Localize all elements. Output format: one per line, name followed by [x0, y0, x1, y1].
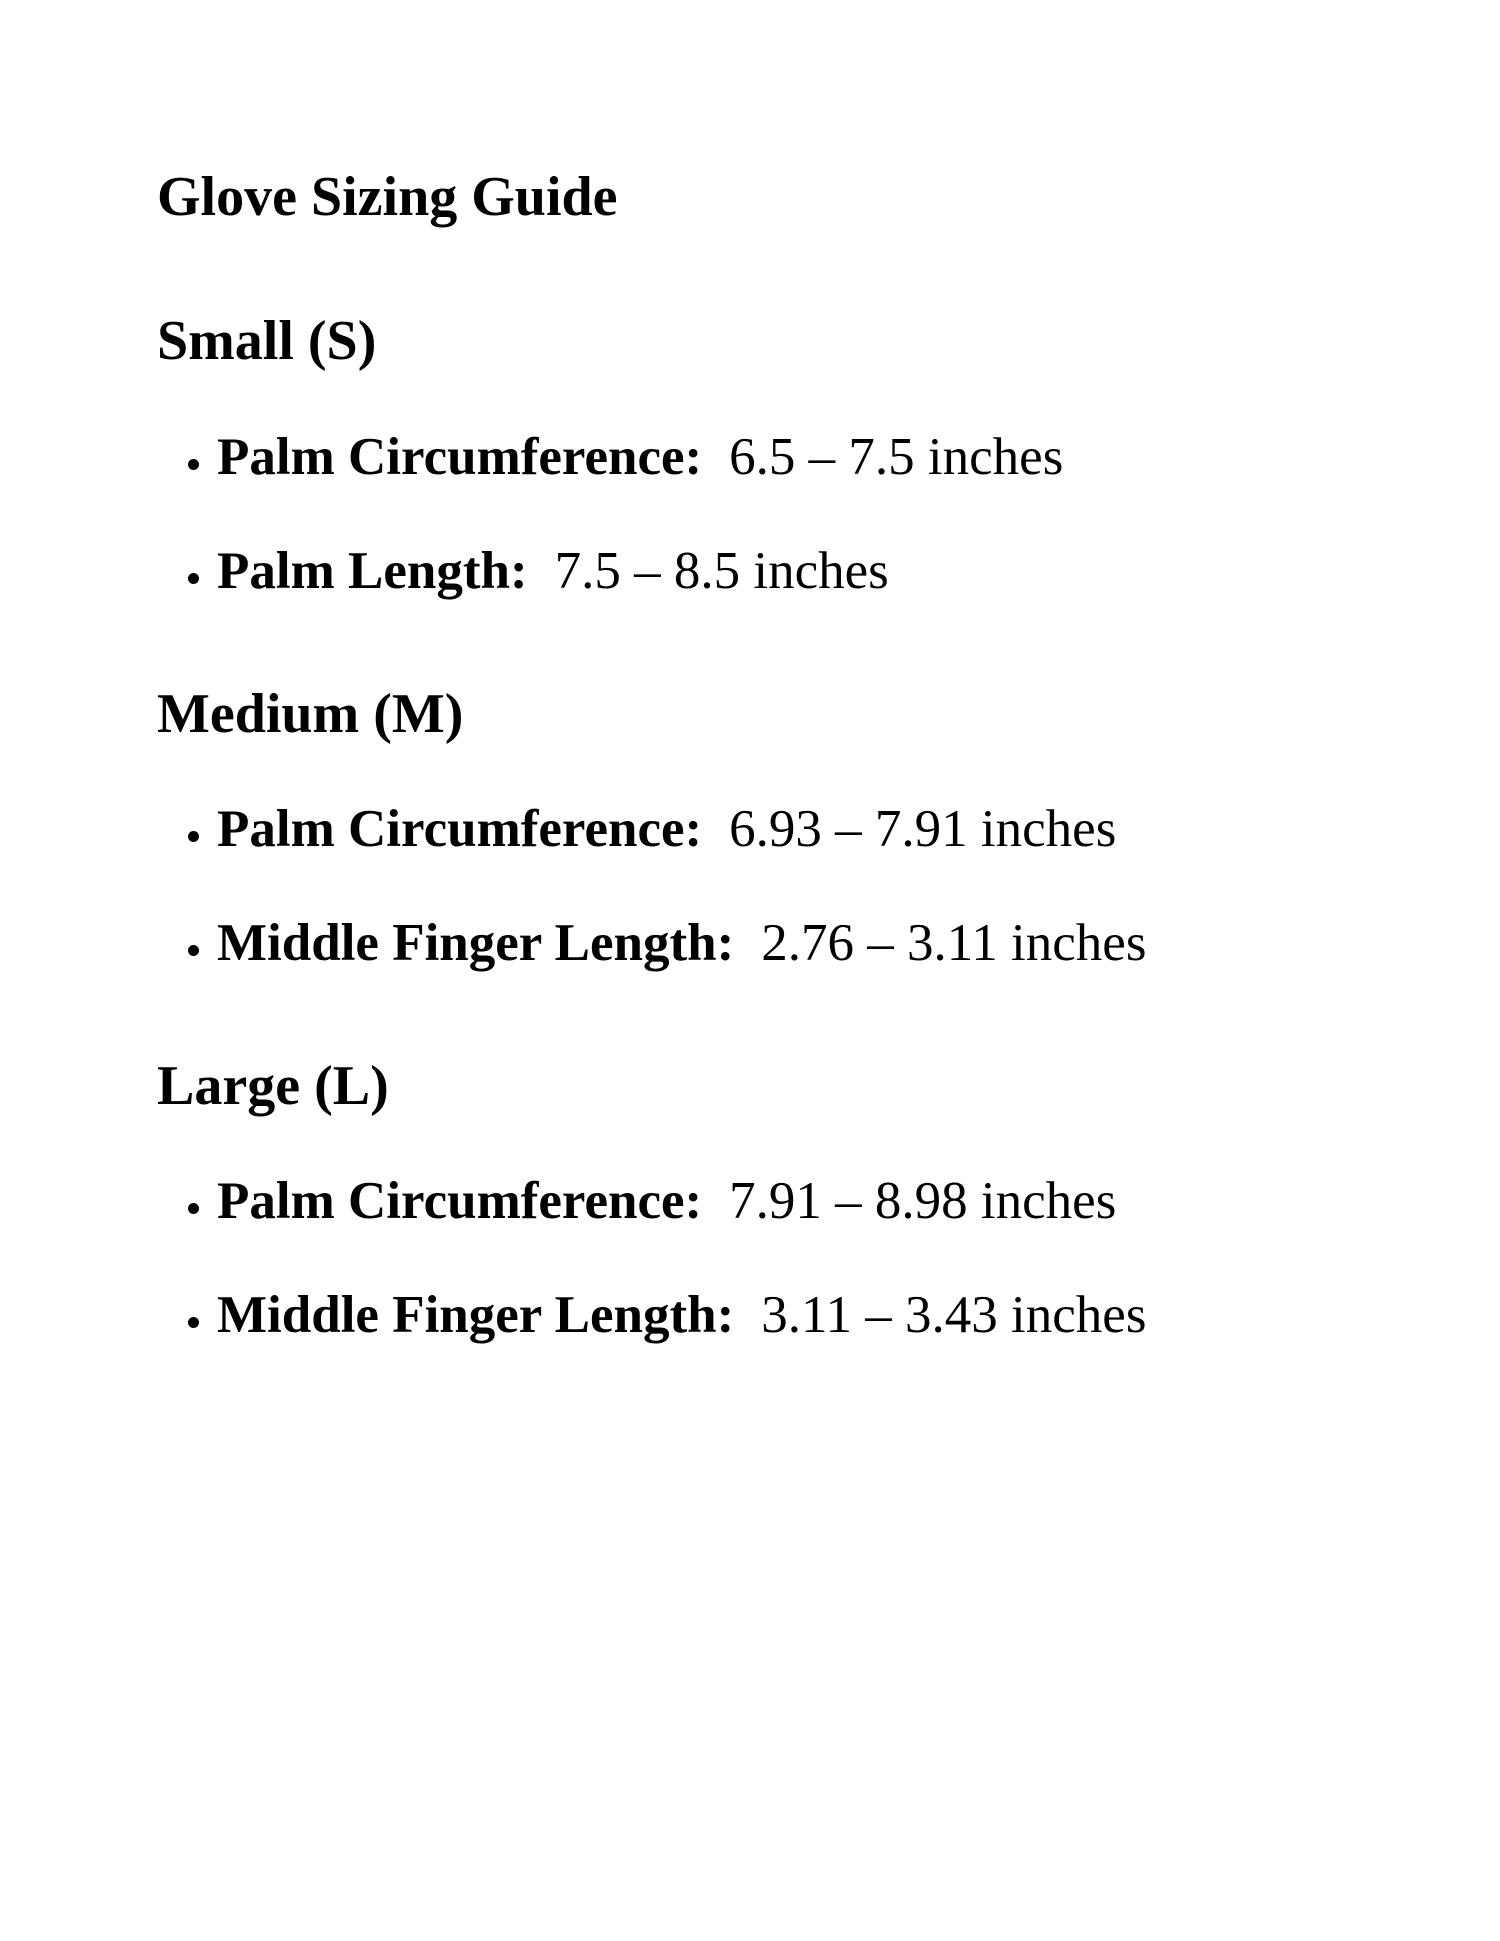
bullet-icon — [188, 1317, 199, 1328]
list-item — [157, 1171, 1380, 1232]
item-label: Palm Length: — [217, 541, 528, 600]
list-item — [157, 799, 1380, 860]
section-large — [157, 1054, 1380, 1346]
item-label: Palm Circumference: — [217, 800, 703, 859]
bullet-icon — [188, 1203, 199, 1214]
spec-list — [157, 799, 1380, 974]
item-label: Palm Circumference: — [217, 1172, 703, 1231]
bullet-icon — [188, 573, 199, 584]
bullet-icon — [188, 831, 199, 842]
list-item — [157, 427, 1380, 488]
item-value: 7.91 – 8.98 inches — [729, 1172, 1117, 1231]
item-value: 7.5 – 8.5 inches — [554, 541, 889, 600]
section-medium — [157, 682, 1380, 974]
item-value: 6.5 – 7.5 inches — [729, 427, 1064, 486]
section-heading-medium: Medium (M) — [157, 682, 464, 745]
document-title: Glove Sizing Guide — [157, 166, 618, 228]
list-item — [157, 1285, 1380, 1346]
list-item — [157, 541, 1380, 602]
spec-list — [157, 1171, 1380, 1346]
section-heading-large: Large (L) — [157, 1054, 389, 1117]
item-label: Middle Finger Length: — [217, 913, 735, 972]
section-heading-small: Small (S) — [157, 310, 377, 373]
item-label: Middle Finger Length: — [217, 1286, 735, 1345]
bullet-icon — [188, 459, 199, 470]
section-small — [157, 309, 1380, 601]
list-item — [157, 913, 1380, 974]
item-label: Palm Circumference: — [217, 427, 703, 486]
item-value: 3.11 – 3.43 inches — [761, 1286, 1147, 1345]
item-value: 2.76 – 3.11 inches — [761, 913, 1147, 972]
spec-list — [157, 427, 1380, 602]
bullet-icon — [188, 945, 199, 956]
item-value: 6.93 – 7.91 inches — [729, 800, 1117, 859]
